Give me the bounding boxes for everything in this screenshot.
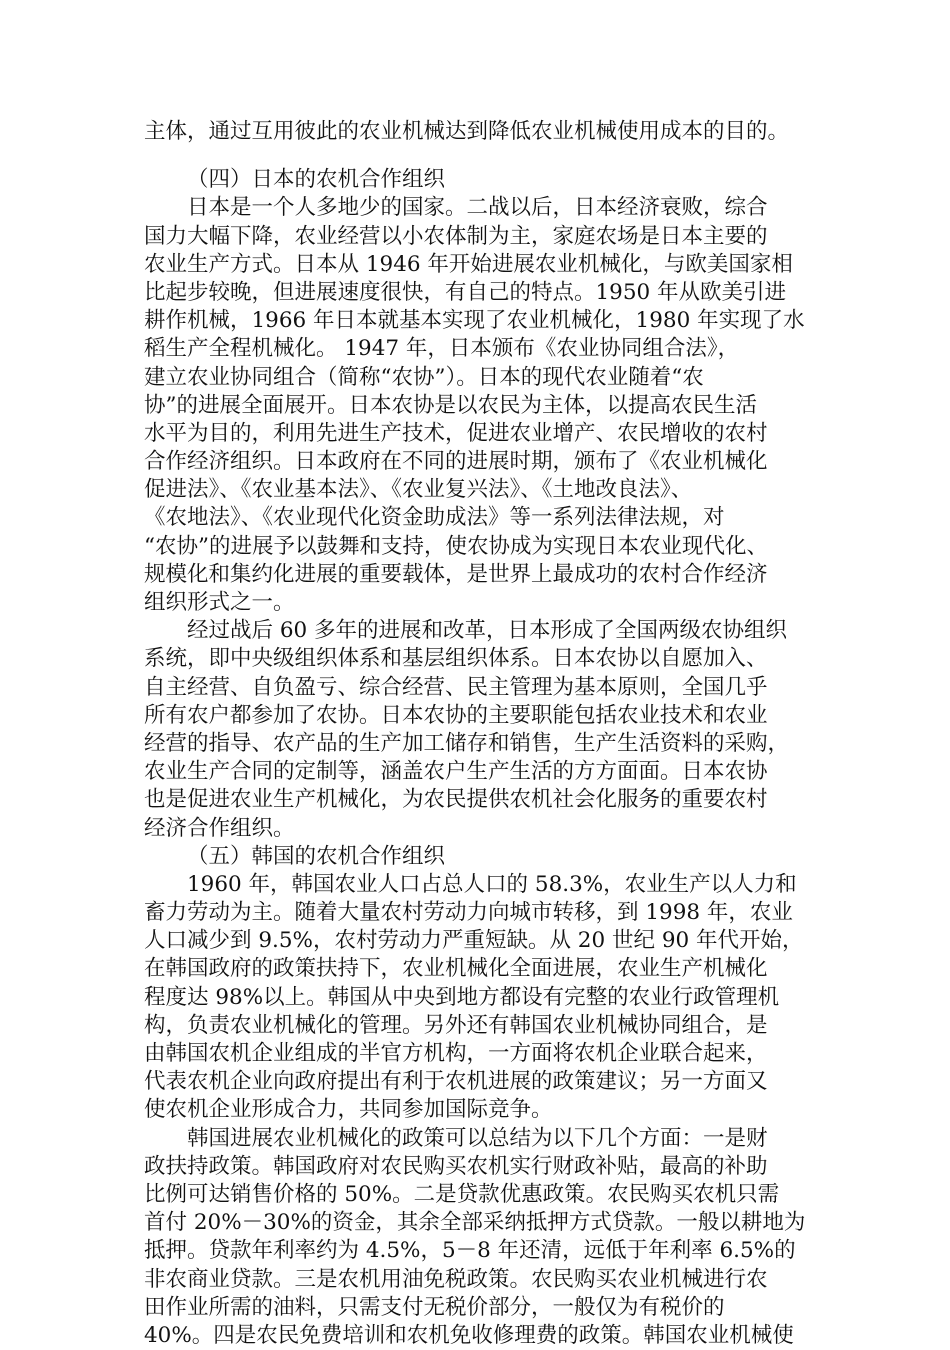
text-line: 由韩国农机企业组成的半官方机构，一方面将农机企业联合起来，	[144, 1041, 768, 1066]
text-line: 农业生产方式。日本从 1946 年开始进展农业机械化，与欧美国家相	[144, 251, 793, 277]
text-line: 农业生产合同的定制等，涵盖农户生产生活的方方面面。日本农协	[144, 759, 768, 785]
text-line: 耕作机械，1966 年日本就基本实现了农业机械化，1980 年实现了水	[144, 308, 805, 334]
text-line: （四）日本的农机合作组织	[187, 167, 446, 193]
document-page	[144, 118, 814, 1350]
text-line: 建立农业协同组合（简称“农协”）。日本的现代农业随着“农	[144, 364, 704, 390]
text-line: 经过战后 60 多年的进展和改革，日本形成了全国两级农协组织	[187, 618, 788, 644]
text-line: 抵押。贷款年利率约为 4.5%，5－8 年还清，远低于年利率 6.5%的	[144, 1238, 796, 1264]
text-line: 《农地法》、《农业现代化资金助成法》等一系列法律法规，对	[144, 505, 725, 531]
text-line: 韩国进展农业机械化的政策可以总结为以下几个方面：一是财	[187, 1125, 768, 1151]
text-line: 畜力劳动为主。随着大量农村劳动力向城市转移，到 1998 年，农业	[144, 900, 793, 926]
text-line: 水平为目的，利用先进生产技术，促进农业增产、农民增收的农村	[144, 420, 768, 446]
text-line: （五）韩国的农机合作组织	[187, 843, 446, 869]
text-line: 经济合作组织。	[144, 815, 295, 841]
text-line: 经营的指导、农产品的生产加工储存和销售，生产生活资料的采购，	[144, 730, 790, 756]
text-line: 也是促进农业生产机械化，为农民提供农机社会化服务的重要农村	[144, 787, 768, 813]
text-line: 田作业所需的油料，只需支付无税价部分，一般仅为有税价的	[144, 1294, 725, 1320]
text-line: 主体，通过互用彼此的农业机械达到降低农业机械使用成本的目的。	[144, 119, 790, 144]
text-line: “农协”的进展予以鼓舞和支持，使农协成为实现日本农业现代化、	[144, 533, 768, 559]
text-line: 使农机企业形成合力，共同参加国际竞争。	[144, 1097, 553, 1123]
text-line: 非农商业贷款。三是农机用油免税政策。农民购买农业机械进行农	[144, 1266, 768, 1292]
text-line: 比例可达销售价格的 50%。二是贷款优惠政策。农民购买农机只需	[144, 1181, 780, 1207]
text-line: 程度达 98%以上。韩国从中央到地方都设有完整的农业行政管理机	[144, 984, 780, 1010]
text-line: 比起步较晚，但进展速度很快，有自己的特点。1950 年从欧美引进	[144, 279, 787, 305]
text-line: 1960 年，韩国农业人口占总人口的 58.3%，农业生产以人力和	[187, 871, 797, 897]
text-line: 系统，即中央级组织体系和基层组织体系。日本农协以自愿加入、	[144, 646, 768, 672]
text-line: 政扶持政策。韩国政府对农民购买农机实行财政补贴，最高的补助	[144, 1153, 768, 1179]
text-line: 40%。四是农民免费培训和农机免收修理费的政策。韩国农业机械使	[144, 1322, 794, 1348]
text-line: 人口减少到 9.5%，农村劳动力严重短缺。从 20 世纪 90 年代开始，	[144, 928, 804, 954]
text-line: 协”的进展全面展开。日本农协是以农民为主体，以提高农民生活	[144, 392, 757, 418]
text-line: 构，负责农业机械化的管理。另外还有韩国农业机械协同组合，是	[144, 1012, 768, 1038]
text-line: 稻生产全程机械化。 1947 年，日本颁布《农业协同组合法》，	[144, 336, 740, 362]
text-line: 在韩国政府的政策扶持下，农业机械化全面进展，农业生产机械化	[144, 956, 768, 982]
text-line: 规模化和集约化进展的重要载体，是世界上最成功的农村合作经济	[144, 561, 768, 587]
text-line: 国力大幅下降，农业经营以小农体制为主，家庭农场是日本主要的	[144, 223, 768, 249]
text-line: 促进法》、《农业基本法》、《农业复兴法》、《土地改良法》、	[144, 477, 693, 503]
text-line: 合作经济组织。日本政府在不同的进展时期，颁布了《农业机械化	[144, 449, 768, 475]
text-line: 所有农户都参加了农协。日本农协的主要职能包括农业技术和农业	[144, 702, 768, 728]
text-line: 自主经营、自负盈亏、综合经营、民主管理为基本原则，全国几乎	[144, 674, 768, 700]
text-line: 首付 20%－30%的资金，其余全部采纳抵押方式贷款。一般以耕地为	[144, 1210, 806, 1236]
text-line: 组织形式之一。	[144, 590, 295, 615]
text-line: 代表农机企业向政府提出有利于农机进展的政策建议；另一方面又	[144, 1069, 768, 1095]
text-line: 日本是一个人多地少的国家。二战以后，日本经济衰败，综合	[187, 195, 768, 221]
